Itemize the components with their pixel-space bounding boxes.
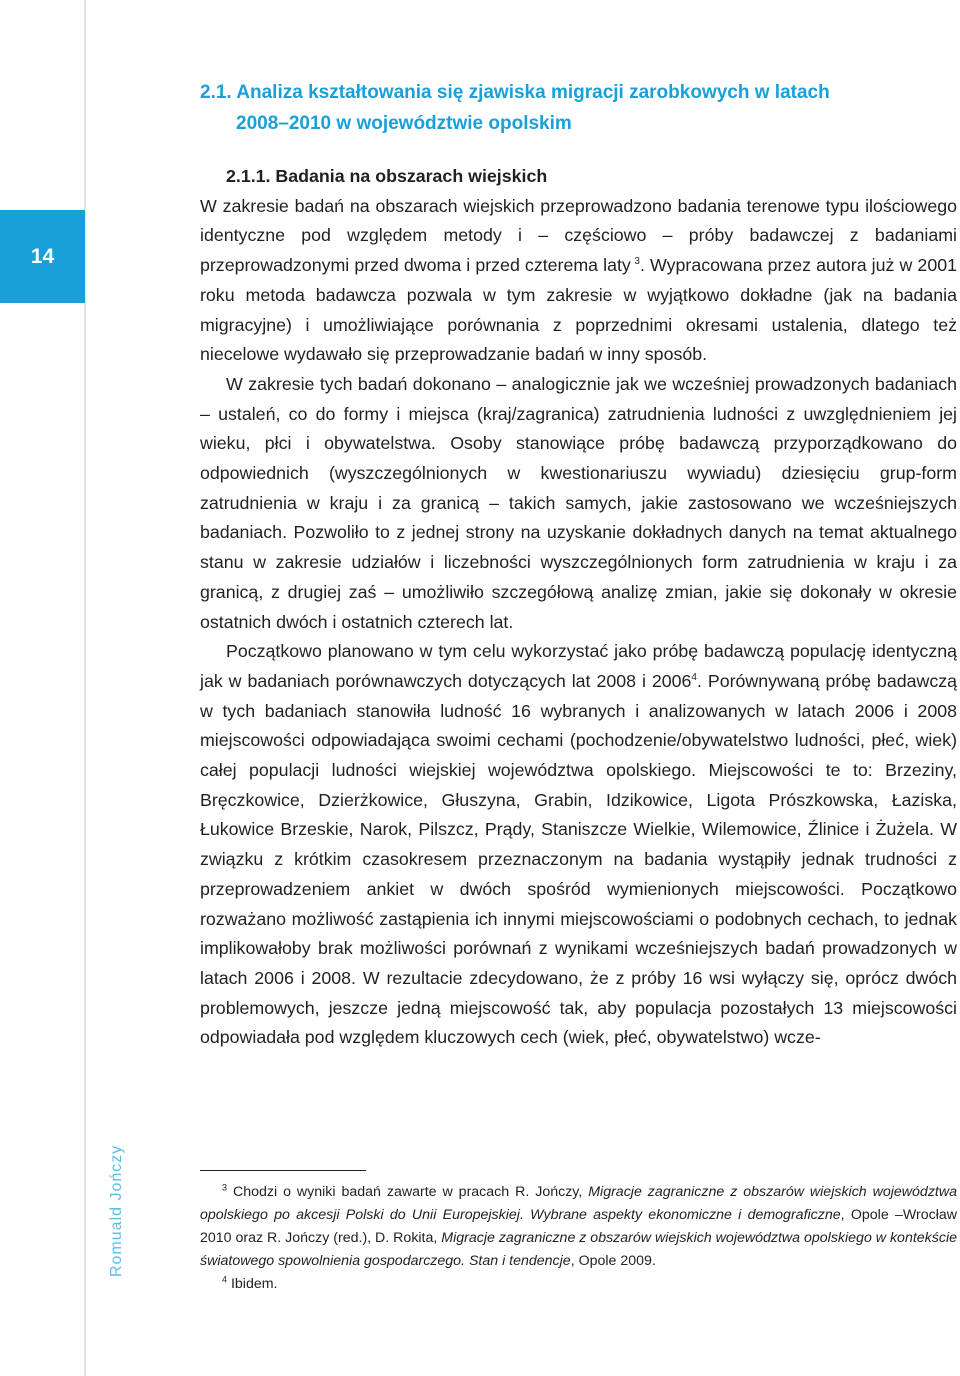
footnote-4 xyxy=(200,1273,957,1296)
footnote-4-text: Ibidem. xyxy=(230,1276,278,1292)
body-text xyxy=(200,162,957,1053)
footnotes xyxy=(200,1181,957,1296)
footnote-3-title-2: Migracje zagraniczne z obszarów wiejskich województwa opolskiego w kontekście światowego spowolnienia gospodarczego. Stan i tendencje xyxy=(200,1230,957,1269)
page-number: 14 xyxy=(30,244,55,268)
running-author: Romuald Jończy xyxy=(108,1144,125,1277)
paragraph-2: W zakresie tych badań dokonano – analogicznie jak we wcześniej prowadzonych badaniach – ustaleń, co do formy i miejsca (kraj/zagranica) zatrudnienia ludności z uwzględnieniem jej wieku, płci i obywatelstwa. Osoby stanowiące próbę badawczą przyporządkowano do odpowiednich (wyszczególnionych w kwestionariuszu wywiadu) dziesięciu grup-form zatrudnienia w kraju i za granicą – takich samych, jakie zastosowano we wcześniejszych badaniach. Pozwoliło to z jednej strony na uzyskanie dokładnych danych na temat aktualnego stanu w zakresie udziałów i liczebności wyszczególnionych form zatrudnienia w kraju i za granicą, z drugiej zaś – umożliwiło szczegółową analizę zmian, jakie się dokonały w okresie ostatnich dwóch i ostatnich czterech lat. xyxy=(200,373,957,632)
footnote-3 xyxy=(200,1181,957,1273)
paragraph-3-text-a: Początkowo planowano w tym celu wykorzystać jako próbę badawczą populację identyczną jak w badaniach porównawczych dotyczących lat 2008 i 2006 xyxy=(200,641,957,691)
page-number-badge xyxy=(0,210,85,303)
footnote-3-number: 3 xyxy=(222,1182,228,1193)
subsection-heading: 2.1.1. Badania na obszarach wiejskich xyxy=(226,166,548,186)
footnote-3-title-1: Migracje zagraniczne z obszarów wiejskich województwa opolskiego po akcesji Polski do Unii Europejskiej. Wybrane aspekty ekonomiczne i demograficzne xyxy=(200,1184,957,1223)
section-heading-line2: 2008–2010 w województwie opolskim xyxy=(236,113,572,134)
footnote-ref-4[interactable]: 4 xyxy=(691,672,697,684)
paragraph-1 xyxy=(200,192,957,370)
footnote-4-number: 4 xyxy=(222,1274,228,1285)
paragraph-1-text-a: W zakresie badań na obszarach wiejskich przeprowadzono badania terenowe typu ilościowego identyczne pod względem metody i – częściowo – próby badawczej z badaniami przeprowadzonymi przed dwoma i przed czterema laty xyxy=(200,195,957,276)
section-heading xyxy=(200,77,900,139)
section-heading-line1: 2.1. Analiza kształtowania się zjawiska migracji zarobkowych w latach xyxy=(200,82,830,103)
footnote-ref-3[interactable]: 3 xyxy=(634,256,640,268)
footnote-3-text-a: Chodzi o wyniki badań zawarte w pracach R. Jończy, xyxy=(232,1184,589,1200)
footnote-3-text-c: , Opole –Wrocław 2010 oraz R. Jończy (red.), D. Rokita, xyxy=(200,1207,957,1246)
paragraph-3 xyxy=(200,637,957,1053)
margin-rule xyxy=(84,0,86,1376)
footnote-3-text-e: , Opole 2009. xyxy=(570,1253,656,1269)
footnote-divider xyxy=(200,1170,366,1171)
paragraph-3-text-b: . Porównywaną próbę badawczą w tych badaniach stanowiła ludność 16 wybranych i analizowanych w latach 2006 i 2008 miejscowości odpowiadająca swoimi cechami (pochodzenie/obywatelstwo ludności, płeć, wiek) całej populacji ludności wiejskiej województwa opolskiego. Miejscowości te to: Brzeziny, Bręczkowice, Dzierżkowice, Głuszyna, Grabin, Idzikowice, Ligota Prószkowska, Łaziska, Łukowice Brzeskie, Narok, Pilszcz, Prądy, Staniszcze Wielkie, Wilemowice, Źlinice i Żużela. W związku z krótkim czasokresem przeznaczonym na badania wystąpiły jednak trudności z przeprowadzeniem ankiet w dwóch spośród wymienionych miejscowości. Początkowo rozważano możliwość zastąpienia ich innymi miejscowościami o podobnych cechach, to jednak implikowałoby brak możliwości porównań z wynikami wcześniejszych badań prowadzonych w latach 2006 i 2008. W rezultacie zdecydowano, że z próby 16 wsi wyłączy się, oprócz dwóch problemowych, jeszcze jedną miejscowość tak, aby populacja pozostałych 13 miejscowości odpowiadała pod względem kluczowych cech (wiek, płeć, obywatelstwo) wcze- xyxy=(200,670,958,1048)
paragraph-1-text-b: . Wypracowana przez autora już w 2001 roku metoda badawcza pozwala w tym zakresie w wyjątkowo dokładne (jak na badania migracyjne) i umożliwiające porównania z poprzednimi okresami ustalenia, dlatego też niecelowe wydawało się przeprowadzanie badań w inny sposób. xyxy=(200,255,957,365)
